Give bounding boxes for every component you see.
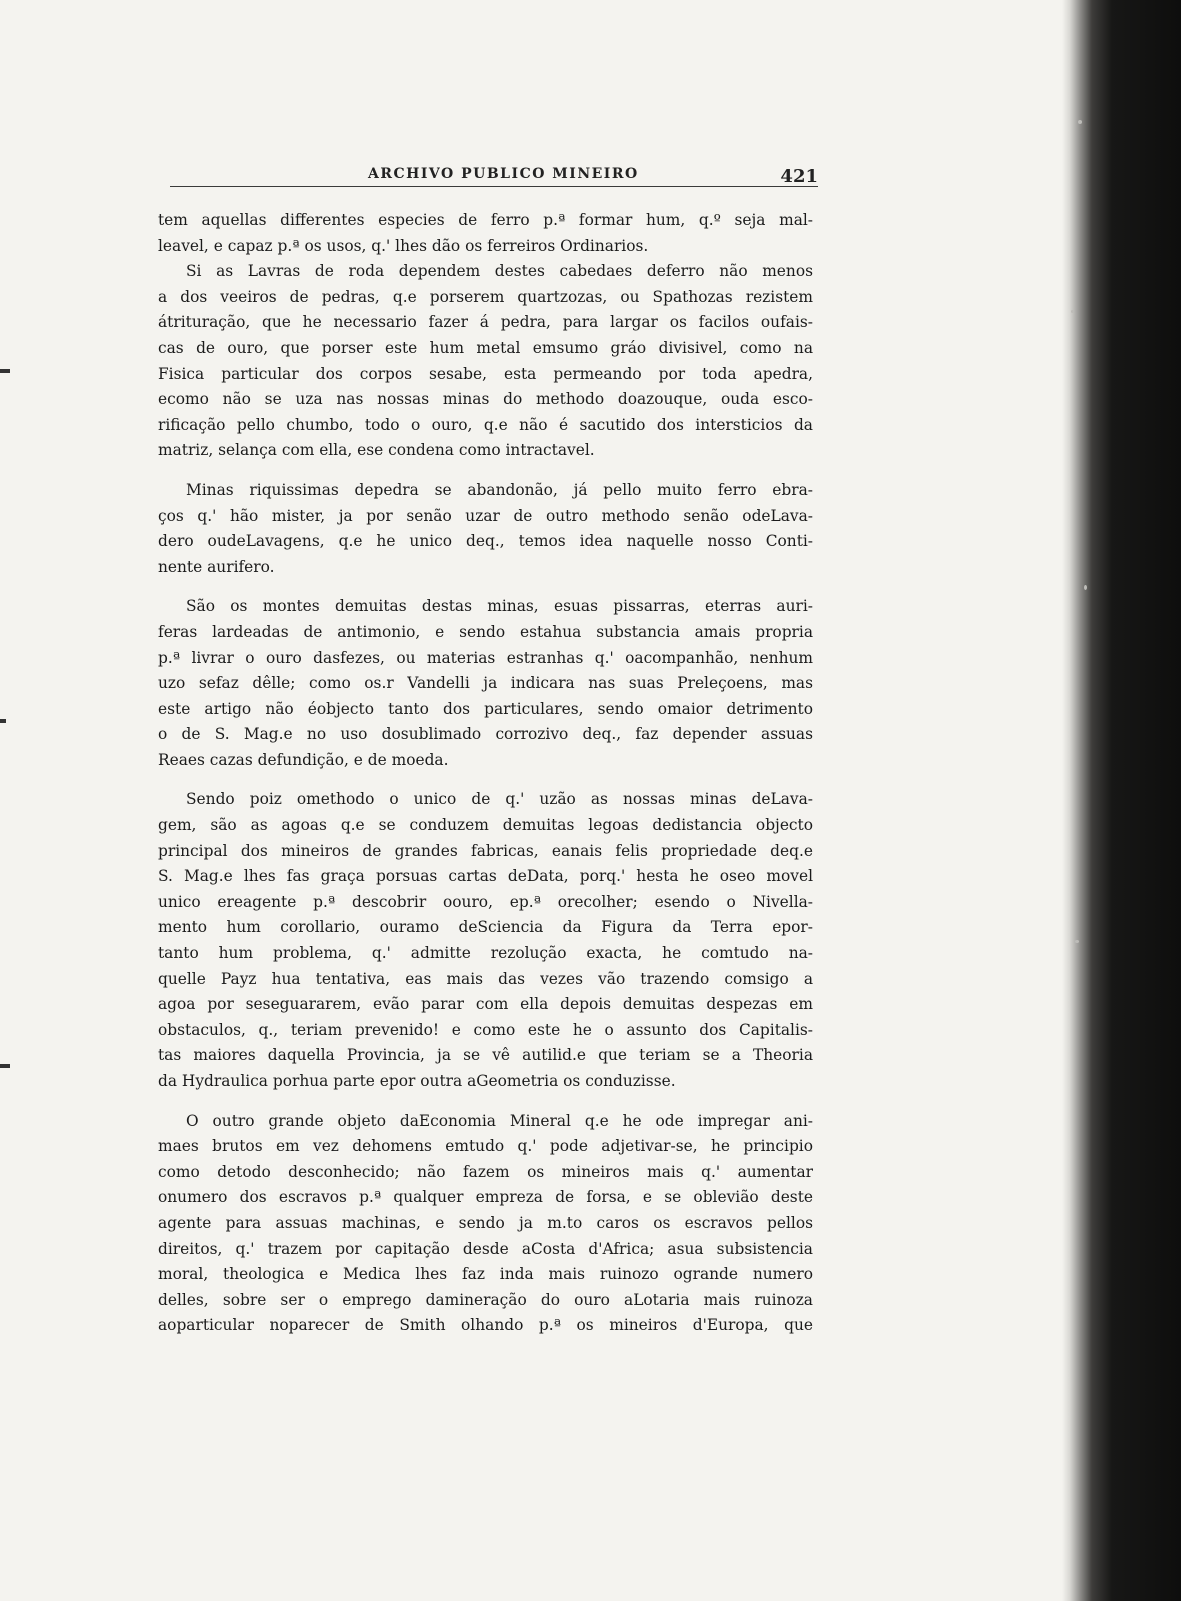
text-line: tanto hum problema, q.' admitte rezolução exacta, he comtudo na- bbox=[158, 944, 813, 963]
text-line: a dos veeiros de pedras, q.e porserem quartzozas, ou Spathozas rezistem bbox=[158, 287, 813, 306]
text-line: ços q.' hão mister, ja por senão uzar de outro methodo senão odeLava- bbox=[158, 506, 813, 525]
paragraph bbox=[158, 1109, 813, 1339]
text-line: cas de ouro, que porser este hum metal emsumo gráo divisivel, como na bbox=[158, 338, 813, 357]
text-line: Sendo poiz omethodo o unico de q.' uzão as nossas minas deLava- bbox=[186, 790, 813, 809]
margin-mark bbox=[0, 719, 6, 723]
text-line: matriz, selança com ella, ese condena como intractavel. bbox=[158, 441, 595, 460]
text-line: maes brutos em vez dehomens emtudo q.' pode adjetivar-se, he principio bbox=[158, 1137, 813, 1156]
paragraph bbox=[158, 208, 813, 259]
paragraph bbox=[158, 787, 813, 1094]
header-rule bbox=[170, 186, 818, 187]
text-line: direitos, q.' trazem por capitação desde aCosta d'Africa; asua subsistencia bbox=[158, 1239, 813, 1258]
text-line: mento hum corollario, ouramo deSciencia da Figura da Terra epor- bbox=[158, 918, 813, 937]
text-line: da Hydraulica porhua parte epor outra aGeometria os conduzisse. bbox=[158, 1072, 676, 1090]
scan-speck bbox=[1084, 585, 1087, 590]
margin-mark bbox=[0, 1064, 10, 1068]
text-line: rificação pello chumbo, todo o ouro, q.e não é sacutido dos intersticios da bbox=[158, 415, 813, 434]
text-line: nente aurifero. bbox=[158, 557, 275, 576]
scan-speck bbox=[1078, 120, 1082, 124]
text-line: Minas riquissimas depedra se abandonão, já pello muito ferro ebra- bbox=[186, 480, 813, 499]
text-line: átrituração, que he necessario fazer á pedra, para largar os facilos oufais- bbox=[158, 313, 813, 332]
running-title: ARCHIVO PUBLICO MINEIRO bbox=[368, 166, 639, 182]
text-line: onumero dos escravos p.ª qualquer empreza de forsa, e se oblevião deste bbox=[158, 1188, 813, 1207]
text-line: agoa por seseguararem, evão parar com ella depois demuitas despezas em bbox=[158, 995, 813, 1014]
text-line: unico ereagente p.ª descobrir oouro, ep.ª orecolher; esendo o Nivella- bbox=[158, 892, 813, 911]
book-binding-edge bbox=[1062, 0, 1181, 1601]
text-line: moral, theologica e Medica lhes faz inda mais ruinozo ogrande numero bbox=[158, 1265, 813, 1284]
text-line: uzo sefaz dêlle; como os.r Vandelli ja indicara nas suas Preleçoens, mas bbox=[158, 674, 813, 693]
text-line: Si as Lavras de roda dependem destes cabedaes deferro não menos bbox=[186, 262, 813, 281]
text-line: p.ª livrar o ouro dasfezes, ou materias estranhas q.' oacompanhão, nenhum bbox=[158, 648, 813, 667]
margin-mark bbox=[0, 369, 10, 373]
text-line: principal dos mineiros de grandes fabricas, eanais felis propriedade deq.e bbox=[158, 841, 813, 860]
text-body bbox=[158, 208, 813, 1353]
scan-speck bbox=[1075, 940, 1079, 943]
page-number: 421 bbox=[780, 166, 818, 187]
text-line: delles, sobre ser o emprego damineração do ouro aLotaria mais ruinoza bbox=[158, 1290, 813, 1309]
page-header bbox=[160, 166, 830, 196]
paragraph bbox=[158, 478, 813, 580]
text-line: Reaes cazas defundição, e de moeda. bbox=[158, 750, 449, 769]
text-line: agente para assuas machinas, e sendo ja m.to caros os escravos pellos bbox=[158, 1213, 813, 1232]
paragraph bbox=[158, 594, 813, 773]
text-line: leavel, e capaz p.ª os usos, q.' lhes dão os ferreiros Ordinarios. bbox=[158, 236, 649, 255]
scan-speck bbox=[1071, 310, 1074, 313]
text-line: como detodo desconhecido; não fazem os mineiros mais q.' aumentar bbox=[158, 1162, 813, 1181]
text-line: feras lardeadas de antimonio, e sendo estahua substancia amais propria bbox=[158, 622, 813, 641]
text-line: este artigo não éobjecto tanto dos particulares, sendo omaior detrimento bbox=[158, 699, 813, 718]
text-line: quelle Payz hua tentativa, eas mais das vezes vão trazendo comsigo a bbox=[158, 969, 813, 988]
text-line: S. Mag.e lhes fas graça porsuas cartas deData, porq.' hesta he oseo movel bbox=[158, 867, 813, 886]
text-line: São os montes demuitas destas minas, esuas pissarras, eterras auri- bbox=[186, 597, 813, 616]
text-line: aoparticular noparecer de Smith olhando p.ª os mineiros d'Europa, que bbox=[158, 1316, 813, 1335]
paragraph bbox=[158, 259, 813, 464]
text-line: ecomo não se uza nas nossas minas do methodo doazouque, ouda esco- bbox=[158, 390, 813, 409]
text-line: Fisica particular dos corpos sesabe, esta permeando por toda apedra, bbox=[158, 364, 813, 383]
text-line: tas maiores daquella Provincia, ja se vê autilid.e que teriam se a Theoria bbox=[158, 1046, 813, 1065]
text-line: obstaculos, q., teriam prevenido! e como este he o assunto dos Capitalis- bbox=[158, 1020, 813, 1039]
text-line: dero oudeLavagens, q.e he unico deq., temos idea naquelle nosso Conti- bbox=[158, 532, 813, 551]
text-line: O outro grande objeto daEconomia Mineral q.e he ode impregar ani- bbox=[186, 1111, 813, 1130]
text-line: gem, são as agoas q.e se conduzem demuitas legoas dedistancia objecto bbox=[158, 816, 813, 835]
text-line: o de S. Mag.e no uso dosublimado corrozivo deq., faz depender assuas bbox=[158, 725, 813, 744]
text-line: tem aquellas differentes especies de ferro p.ª formar hum, q.º seja mal- bbox=[158, 211, 813, 229]
